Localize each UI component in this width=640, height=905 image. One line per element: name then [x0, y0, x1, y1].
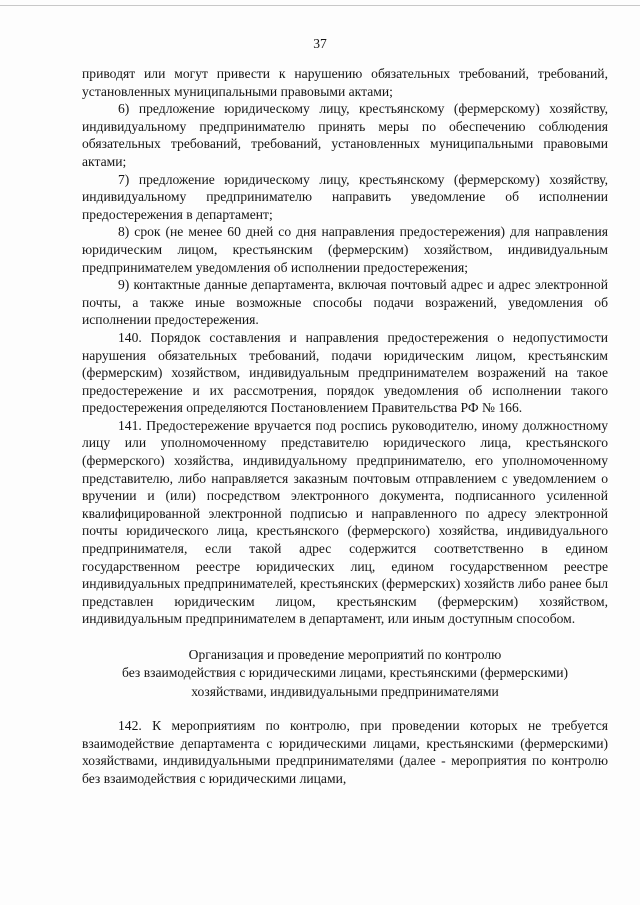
paragraph-item-9: 9) контактные данные департамента, включая почтовый адрес и адрес электронной почты, а также иные возможные способы подачи возражений, уведомления об исполнении предостережения. [82, 277, 608, 328]
section-heading-line-1: Организация и проведение мероприятий по контролю [188, 647, 502, 662]
document-body [82, 65, 608, 788]
paragraph-item-7: 7) предложение юридическому лицу, крестьянскому (фермерскому) хозяйству, индивидуальному предпринимателю направить уведомление об исполнении предостережения в департамент; [82, 171, 608, 222]
paragraph-item-8: 8) срок (не менее 60 дней со дня направления предостережения) для направления юридическим лицом, крестьянским (фермерским) хозяйством, индивидуальным предпринимателем уведомления об исполнении предостережения; [82, 224, 608, 275]
section-heading [82, 646, 608, 701]
page-top-edge [0, 0, 640, 6]
paragraph-continuation: приводят или могут привести к нарушению обязательных требований, требований, установленных муниципальными правовыми актами; [82, 66, 608, 99]
paragraph-141: 141. Предостережение вручается под роспись руководителю, иному должностному лицу или уполномоченному представителю юридического лица, крестьянского (фермерского) хозяйства, индивидуальному предпринимателю, его уполномоченному представителю, либо направляется заказным почтовым отправлением с уведомлением о вручении и (или) посредством электронного документа, подписанного усиленной квалифицированной электронной подписью и направленного по адресу электронной почты юридического лица, крестьянского (фермерского) хозяйства, индивидуального предпринимателя, если такой адрес содержится соответственно в едином государственном реестре юридических лиц, едином государственном реестре индивидуальных предпринимателей, крестьянских (фермерских) хозяйств либо ранее был представлен юридическим лицом, крестьянским (фермерским) хозяйством, индивидуальным предпринимателем в департамент, или иным доступным способом. [82, 417, 608, 627]
paragraph-item-6: 6) предложение юридическому лицу, крестьянскому (фермерскому) хозяйству, индивидуальному предпринимателю принять меры по обеспечению соблюдения обязательных требований, требований, установленных муниципальными правовыми актами; [82, 101, 608, 169]
page-number: 37 [313, 36, 327, 51]
paragraph-140: 140. Порядок составления и направления предостережения о недопустимости нарушения обязательных требований, подачи юридическим лицом, крестьянским (фермерским) хозяйством, индивидуальным предпринимателем возражений на такое предостережение и их рассмотрения, порядок уведомления об исполнении такого предостережения определяются Постановлением Правительства РФ № 166. [82, 329, 608, 416]
section-heading-line-2: без взаимодействия с юридическими лицами, крестьянскими (фермерскими) [121, 665, 568, 681]
paragraph-142: 142. К мероприятиям по контролю, при проведении которых не требуется взаимодействие департамента с юридическими лицами, крестьянскими (фермерскими) хозяйствами, индивидуальными предпринимателями (далее - мероприятия по контролю без взаимодействия с юридическими лицами, [82, 718, 608, 786]
section-heading-line-3: хозяйствами, индивидуальными предпринимателями [191, 683, 499, 699]
